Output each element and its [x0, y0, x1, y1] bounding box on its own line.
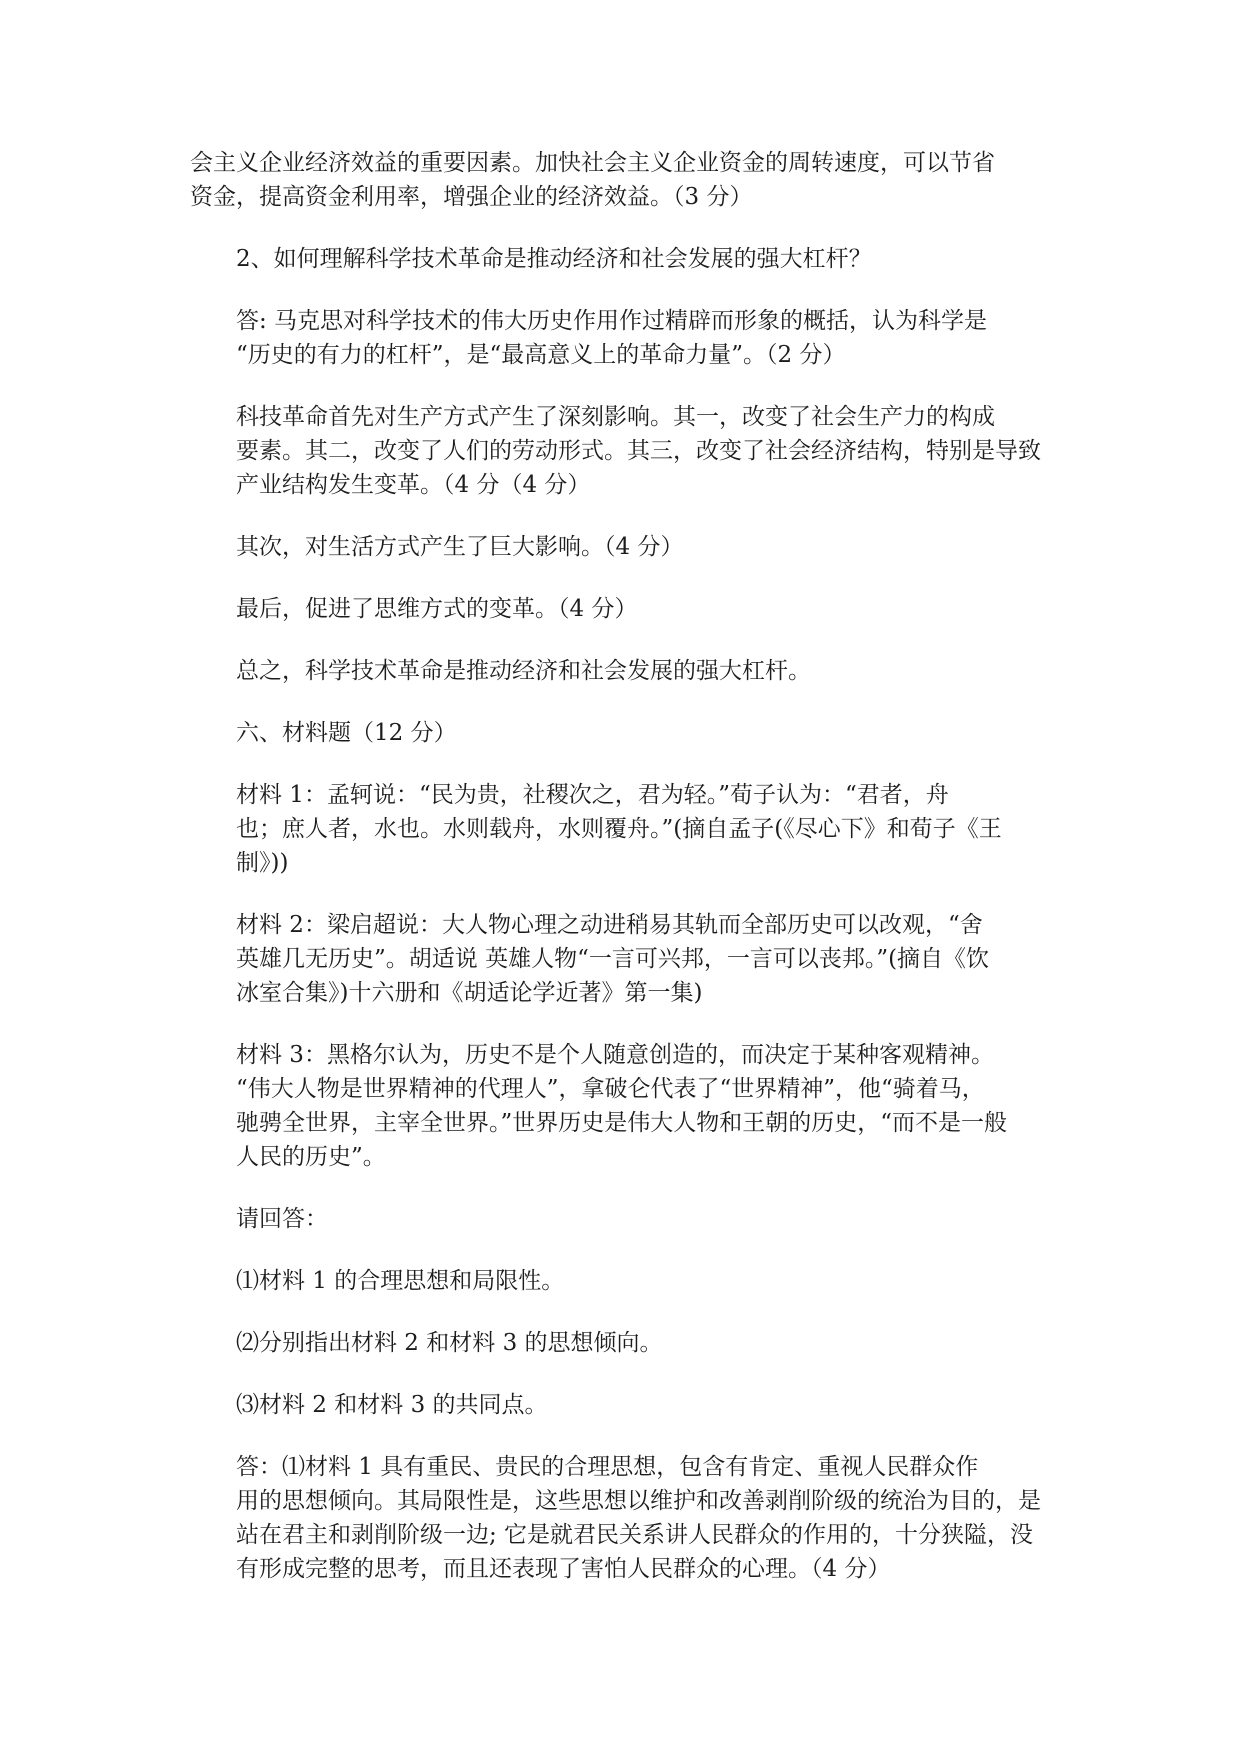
paragraph	[190, 146, 1050, 214]
text-line: 站在君主和剥削阶级一边; 它是就君民关系讲人民群众的作用的，十分狭隘，没	[236, 1522, 1034, 1548]
text-line: 资金，提高资金利用率，增强企业的经济效益。（3 分）	[190, 184, 753, 210]
text-line: “历史的有力的杠杆”，是“最高意义上的革命力量”。（2 分）	[236, 342, 846, 368]
text-line: ⑴材料 1 的合理思想和局限性。	[236, 1268, 565, 1294]
text-line: 科技革命首先对生产方式产生了深刻影响。其一，改变了社会生产力的构成	[236, 404, 995, 430]
paragraph	[190, 1264, 1050, 1298]
text-line: 其次，对生活方式产生了巨大影响。（4 分）	[236, 534, 684, 560]
text-line: 总之，科学技术革命是推动经济和社会发展的强大杠杆。	[236, 658, 811, 684]
paragraph	[190, 242, 1050, 276]
paragraph	[190, 1038, 1050, 1174]
paragraph	[190, 530, 1050, 564]
text-line: 用的思想倾向。其局限性是，这些思想以维护和改善剥削阶级的统治为目的，是	[236, 1488, 1041, 1514]
text-line: ⑶材料 2 和材料 3 的共同点。	[236, 1392, 548, 1418]
text-line: “伟大人物是世界精神的代理人”，拿破仑代表了“世界精神”，他“骑着马，	[236, 1076, 985, 1102]
text-line: 答：⑴材料 1 具有重民、贵民的合理思想，包含有肯定、重视人民群众作	[236, 1454, 979, 1480]
paragraph	[190, 908, 1050, 1010]
paragraph	[190, 1326, 1050, 1360]
document-body	[190, 146, 1050, 1614]
text-line: 产业结构发生变革。（4 分（4 分）	[236, 472, 591, 498]
text-line: 材料 2：梁启超说：大人物心理之动进稍易其轨而全部历史可以改观，“舍	[236, 912, 983, 938]
text-line: 制》))	[236, 850, 289, 876]
text-line: 也；庶人者，水也。水则载舟，水则覆舟。”(摘自孟子(《尽心下》和荀子《王	[236, 816, 1002, 842]
paragraph	[190, 592, 1050, 626]
text-line: 六、材料题（12 分）	[236, 720, 457, 746]
text-line: ⑵分别指出材料 2 和材料 3 的思想倾向。	[236, 1330, 663, 1356]
text-line: 最后，促进了思维方式的变革。（4 分）	[236, 596, 638, 622]
text-line: 会主义企业经济效益的重要因素。加快社会主义企业资金的周转速度，可以节省	[190, 150, 995, 176]
paragraph	[190, 1388, 1050, 1422]
text-line: 人民的历史”。	[236, 1144, 386, 1170]
text-line: 2、如何理解科学技术革命是推动经济和社会发展的强大杠杆？	[236, 246, 872, 272]
text-line: 英雄几无历史”。胡适说 英雄人物“一言可兴邦，一言可以丧邦。”(摘自《饮	[236, 946, 990, 972]
paragraph	[190, 1202, 1050, 1236]
text-line: 材料 3：黑格尔认为，历史不是个人随意创造的，而决定于某种客观精神。	[236, 1042, 994, 1068]
paragraph	[190, 654, 1050, 688]
text-line: 冰室合集》)十六册和《胡适论学近著》第一集)	[236, 980, 703, 1006]
text-line: 请回答：	[236, 1206, 328, 1232]
text-line: 有形成完整的思考，而且还表现了害怕人民群众的心理。（4 分）	[236, 1556, 891, 1582]
text-line: 驰骋全世界，主宰全世界。”世界历史是伟大人物和王朝的历史，“而不是一般	[236, 1110, 1008, 1136]
paragraph	[190, 400, 1050, 502]
paragraph	[190, 1450, 1050, 1586]
text-line: 材料 1：孟轲说：“民为贵，社稷次之，君为轻。”荀子认为：“君者，舟	[236, 782, 949, 808]
paragraph	[190, 778, 1050, 880]
text-line: 答: 马克思对科学技术的伟大历史作用作过精辟而形象的概括，认为科学是	[236, 308, 988, 334]
paragraph	[190, 716, 1050, 750]
paragraph	[190, 304, 1050, 372]
text-line: 要素。其二，改变了人们的劳动形式。其三，改变了社会经济结构，特别是导致	[236, 438, 1041, 464]
